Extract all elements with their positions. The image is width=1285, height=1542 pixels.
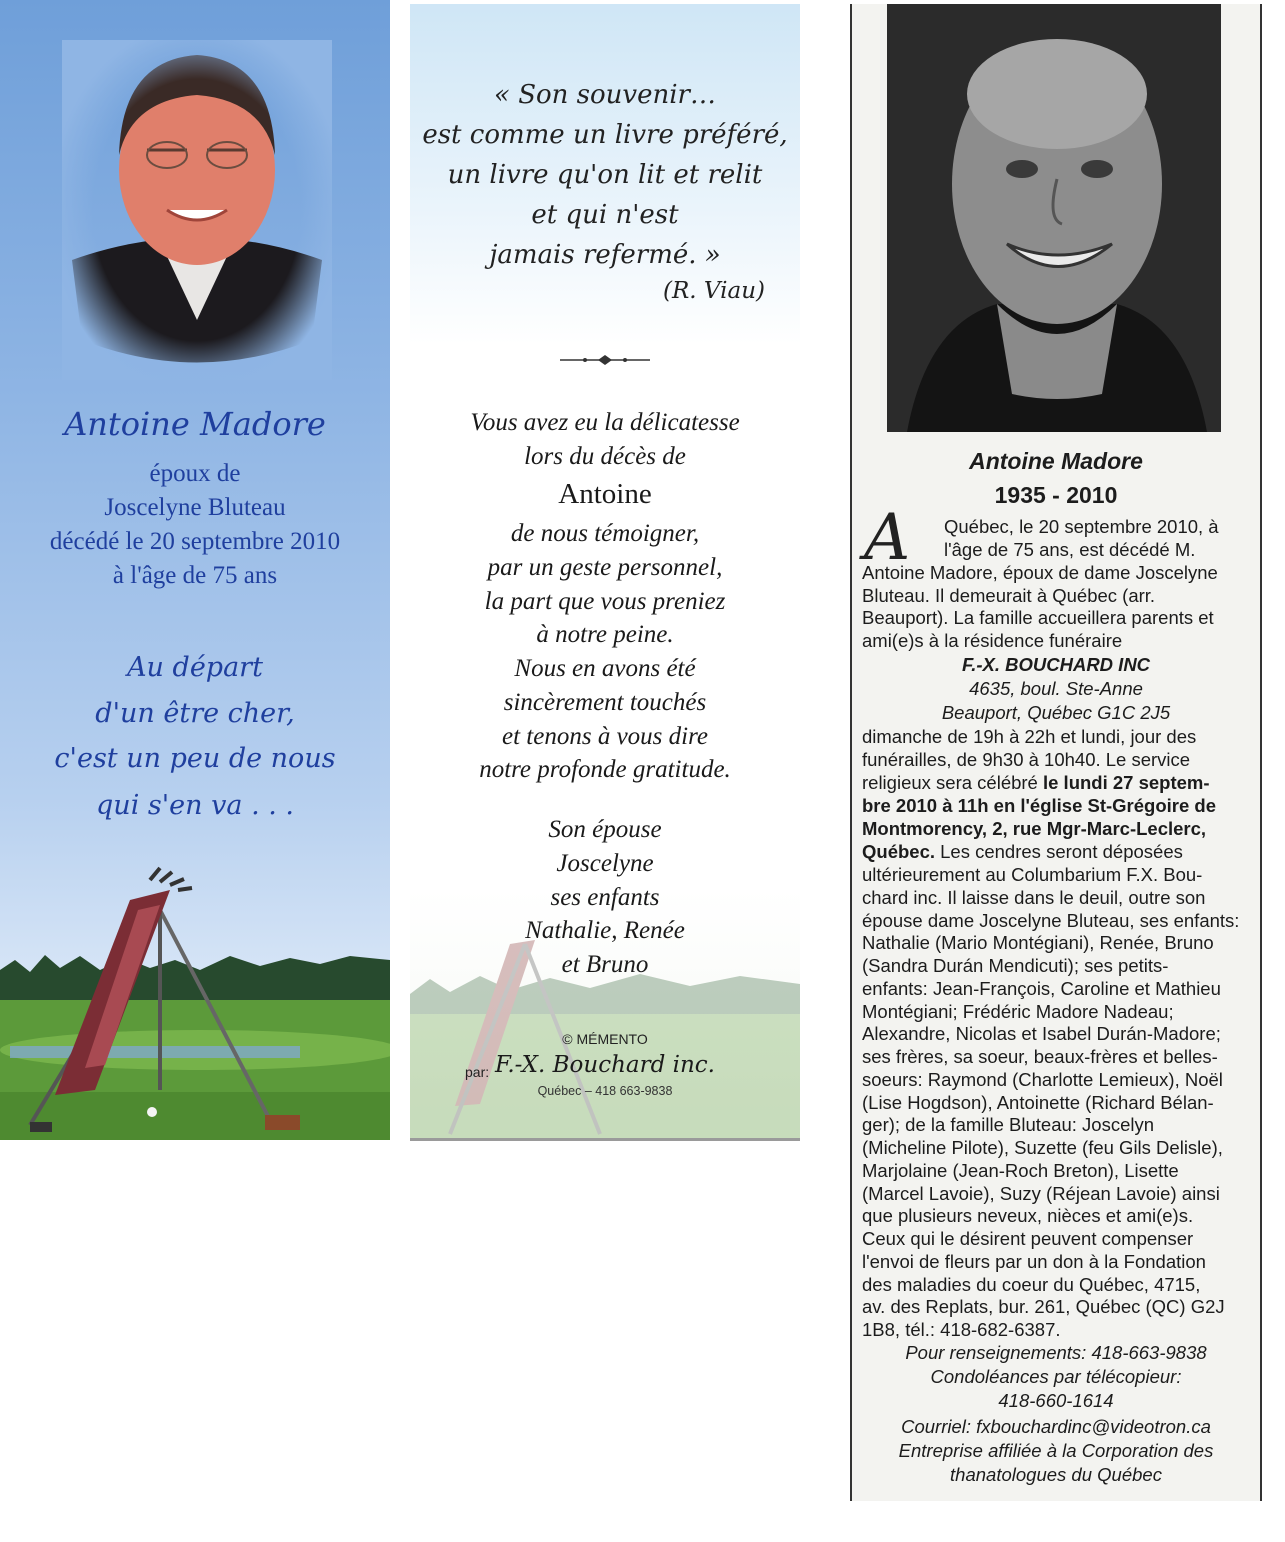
quote-line: jamais refermé. » — [489, 240, 721, 270]
obituary-text-line: (Marcel Lavoie), Suzy (Réjean Lavoie) ainsi — [862, 1182, 1220, 1204]
service-line — [862, 772, 1210, 795]
message-line: Nous en avons été — [514, 655, 696, 682]
service-line — [862, 841, 1183, 864]
signature-line: Joscelyne — [556, 850, 654, 877]
obituary-text-line: Marjolaine (Jean-Roch Breton), Lisette — [862, 1159, 1179, 1181]
obituary-text-line: soeurs: Raymond (Charlotte Lemieux), Noël — [862, 1068, 1223, 1090]
obituary-text-line: funérailles, de 9h30 à 10h40. Le service — [862, 749, 1191, 770]
memorial-card-front — [0, 0, 390, 1140]
obituary-text-line: ultérieurement au Columbarium F.X. Bou- — [862, 864, 1203, 885]
service-date: le lundi 27 septem- — [1042, 772, 1210, 793]
message-line: de nous témoigner, — [510, 520, 700, 547]
fax-label: Condoléances par télécopieur: — [930, 1366, 1182, 1387]
obituary-years: 1935 - 2010 — [994, 482, 1118, 508]
obituary-text-line: ger); de la famille Bluteau: Joscelyn — [862, 1114, 1155, 1136]
obituary-text-line: que plusieurs neveux, nièces et ami(e)s. — [862, 1205, 1194, 1227]
obituary-text-line: av. des Replats, bur. 261, Québec (QC) G2J — [862, 1296, 1225, 1318]
signature-line: ses enfants — [550, 884, 660, 911]
obituary-text-line: Nathalie (Mario Montégiani), Renée, Bruno — [862, 932, 1214, 954]
quote-author: (R. Viau) — [663, 278, 765, 304]
email-line: Courriel: fxbouchardinc@videotron.ca — [901, 1416, 1211, 1437]
obituary-text-line: des maladies du coeur du Québec, 4715, — [862, 1273, 1201, 1295]
message-line: par un geste personnel, — [487, 554, 723, 581]
message-name: Antoine — [558, 478, 652, 510]
obituary-name: Antoine Madore — [969, 448, 1143, 474]
message-line: et tenons à vous dire — [502, 723, 708, 750]
service-city: Québec. — [862, 841, 935, 862]
obituary-text-line: (Sandra Durán Mendicuti); ses petits- — [862, 955, 1169, 976]
memento-label: © MÉMENTO — [562, 1031, 648, 1047]
service-details: Montmorency, 2, rue Mgr-Marc-Leclerc, — [862, 818, 1207, 839]
obituary-text-line: Québec, le 20 septembre 2010, à — [944, 516, 1219, 537]
obituary-text-line: Alexandre, Nicolas et Isabel Durán-Madore; — [862, 1023, 1221, 1045]
verse-line: qui s'en va . . . — [96, 790, 294, 821]
deceased-name: Antoine Madore — [64, 405, 326, 443]
card-text-line: Joscelyne Bluteau — [104, 494, 286, 521]
memorial-card-back — [410, 4, 800, 1141]
obituary-text-line: Ceux qui le désirent peuvent compenser — [862, 1228, 1194, 1249]
obituary-text-line: épouse dame Joscelyne Bluteau, ses enfants: — [862, 909, 1240, 931]
obituary-text-line: (Lise Hogdson), Antoinette (Richard Bélan- — [862, 1091, 1214, 1113]
obituary-text-line: Montégiani; Frédéric Madore Nadeau; — [862, 1000, 1174, 1022]
message-line: Vous avez eu la délicatesse — [470, 409, 740, 436]
card-text-line: époux de — [149, 460, 241, 487]
by-label: par: — [465, 1064, 490, 1080]
fax-number: 418-660-1614 — [998, 1390, 1114, 1411]
funeral-home-logo: F.-X. Bouchard inc. — [495, 1052, 715, 1078]
card-text-line: décédé le 20 septembre 2010 — [49, 528, 341, 555]
message-line: la part que vous preniez — [484, 588, 726, 615]
funeral-home-address: Beauport, Québec G1C 2J5 — [941, 702, 1171, 723]
obituary-text-line: Beauport). La famille accueillera parents et — [862, 607, 1214, 628]
obituary-text-line: ami(e)s à la résidence funéraire — [862, 630, 1123, 651]
message-line: sincèrement touchés — [503, 689, 707, 716]
signature-line: Nathalie, Renée — [525, 917, 685, 944]
obituary-text-line: ses frères, sa soeur, beaux-frères et belles- — [862, 1046, 1218, 1067]
message-line: notre profonde gratitude. — [479, 756, 731, 783]
quote-line: et qui n'est — [531, 200, 679, 230]
signature-line: Son épouse — [548, 816, 662, 843]
affiliation-line: thanatologues du Québec — [950, 1464, 1162, 1485]
portrait-photo — [62, 40, 332, 380]
obituary-text-line: chard inc. Il laisse dans le deuil, outre son — [862, 886, 1206, 908]
message-line: à notre peine. — [536, 621, 674, 648]
quote-line: « Son souvenir… — [494, 80, 716, 110]
newspaper-obituary — [850, 4, 1262, 1501]
obituary-text-line: l'âge de 75 ans, est décédé M. — [944, 539, 1196, 560]
verse-line: Au départ — [127, 652, 263, 683]
drop-cap: A — [864, 501, 911, 575]
verse-line: c'est un peu de nous — [54, 743, 336, 774]
affiliation-line: Entreprise affiliée à la Corporation des — [898, 1440, 1214, 1461]
golf-course-illustration — [0, 860, 390, 1140]
obituary-text-line: 1B8, tél.: 418-682-6387. — [862, 1319, 1061, 1340]
message-line: lors du décès de — [524, 443, 686, 470]
card-text-line: à l'âge de 75 ans — [112, 562, 278, 589]
funeral-home-name: F.-X. BOUCHARD INC — [961, 654, 1151, 675]
obituary-text-line: l'envoi de fleurs par un don à la Fondation — [862, 1250, 1206, 1272]
funeral-home-phone: Québec – 418 663-9838 — [537, 1084, 673, 1098]
obituary-text-line: dimanche de 19h à 22h et lundi, jour des — [862, 726, 1197, 747]
ornament-divider — [560, 354, 650, 366]
quote-line: est comme un livre préféré, — [422, 120, 788, 150]
obituary-text-line: Bluteau. Il demeurait à Québec (arr. — [862, 585, 1156, 606]
obituary-text-line: enfants: Jean-François, Caroline et Mathieu — [862, 977, 1221, 999]
funeral-home-address: 4635, boul. Ste-Anne — [969, 678, 1143, 699]
verse-line: d'un être cher, — [95, 698, 295, 729]
service-text: religieux sera célébré — [862, 772, 1043, 793]
obituary-text-line: (Micheline Pilote), Suzette (feu Gils Delisle), — [862, 1137, 1223, 1158]
service-text: Les cendres seront déposées — [935, 841, 1183, 862]
service-details: bre 2010 à 11h en l'église St-Grégoire de — [862, 795, 1217, 816]
obituary-text-line: Antoine Madore, époux de dame Joscelyne — [862, 562, 1218, 583]
info-phone: Pour renseignements: 418-663-9838 — [905, 1342, 1207, 1363]
obituary-photo — [887, 4, 1221, 432]
quote-line: un livre qu'on lit et relit — [447, 160, 763, 190]
signature-line: et Bruno — [561, 951, 649, 978]
